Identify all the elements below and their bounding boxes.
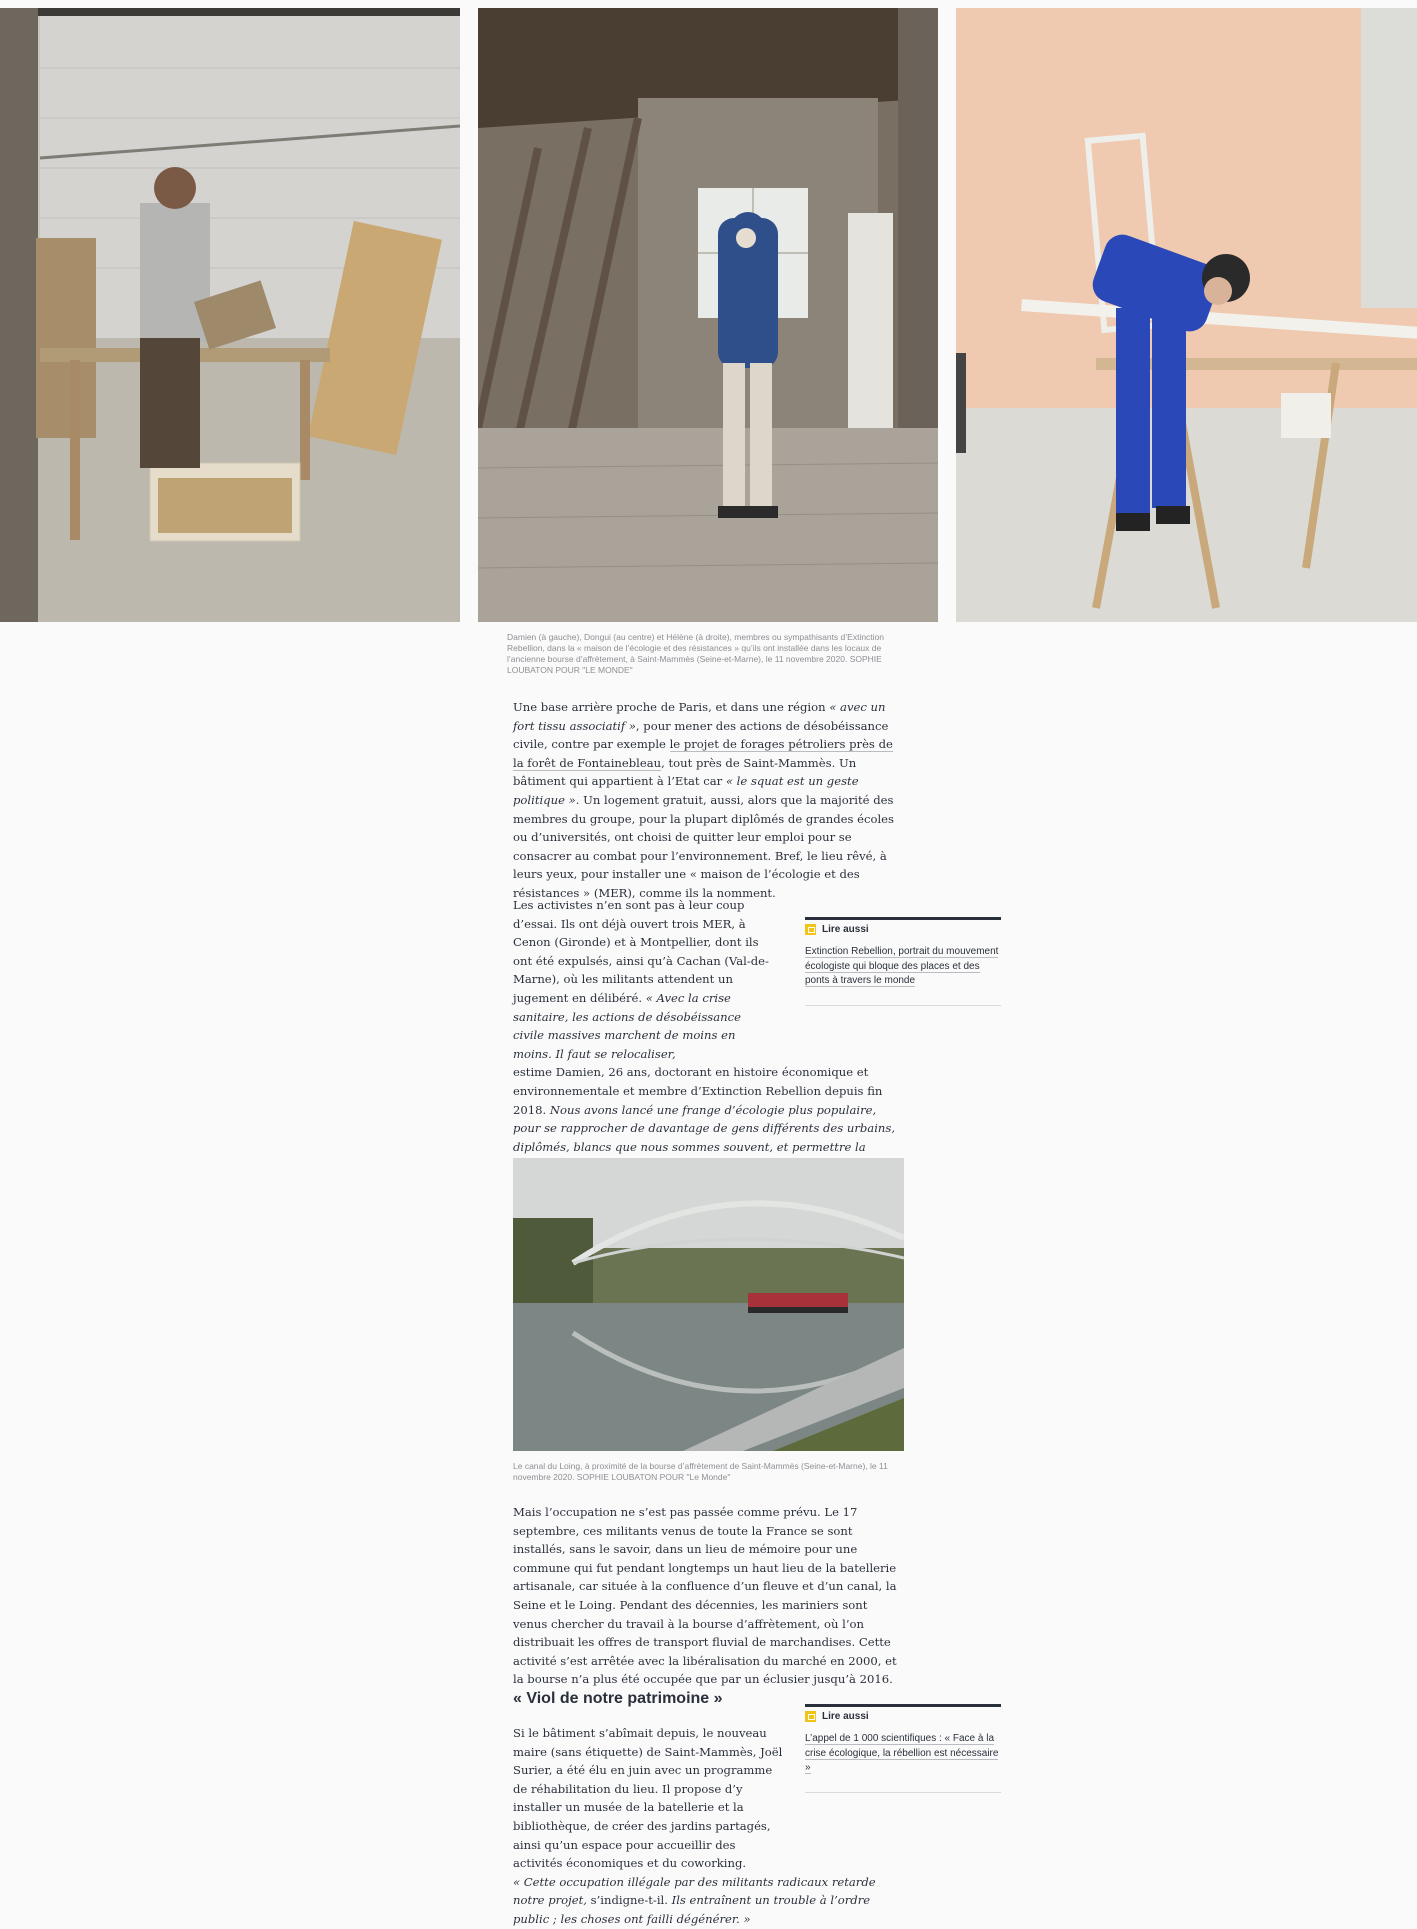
article-paragraph-1: Une base arrière proche de Paris, et dans une région « avec un fort tissu associatif », pour mener des actions de désobéissance civile, contre par exemple le projet de forages pétroliers près de la forêt de Fontainebleau, tout près de Saint-Mammès. Un bâtiment qui appartient à l’Etat car « le squat est un geste politique ». Un logement gratuit, aussi, alors que la majorité des membres du groupe, pour la plupart diplômés de grandes écoles ou d’universités, ont choisi de quitter leur emploi pour se consacrer au combat pour l’environnement. Bref, le lieu rêvé, à leurs yeux, pour installer une « maison de l’écologie et des résistances » (MER), comme ils la nomment. [513,700,894,900]
article-paragraph-3: Mais l’occupation ne s’est pas passée comme prévu. Le 17 septembre, ces militants venus de toute la France se sont installés, sans le savoir, dans un lieu de mémoire pour une commune qui fut pendant longtemps un haut lieu de la batellerie artisanale, car située à la confluence d’un fleuve et d’un canal, la Seine et le Loing. Pendant des décennies, les mariniers sont venus chercher du travail à la bourse d’affrètement, où l’on distribuait les offres de transport fluvial de marchandises. Cette activité s’est arrêtée avec la libéralisation du marché en 2000, et la bourse n’a plus été occupée que par un éclusier jusqu’à 2016. [513,1505,897,1687]
section-heading: « Viol de notre patrimoine » [513,1690,723,1707]
photo-caption-top: Damien (à gauche), Dongui (au centre) et Hélène (à droite), membres ou sympathisants d’Extinction Rebellion, dans la « maison de l’écologie et des résistances » qu’ils ont installée dans les locaux de l’ancienne bourse d’affrètement, à Saint-Mammès (Seine-et-Marne), le 11 novembre 2020. SOPHIE LOUBATON POUR "LE MONDE" [507,632,885,675]
link-forages-fontainebleau[interactable]: le projet de forages pétroliers près de la forêt de Fontainebleau [513,737,893,770]
photo-bridge [513,1158,904,1451]
read-also-link-1[interactable]: Extinction Rebellion, portrait du mouvement écologiste qui bloque des places et des ponts à travers le monde [805,946,999,986]
read-also-label: Lire aussi [822,924,869,935]
read-also-icon [805,1711,816,1722]
article-paragraph-2: Les activistes n’en sont pas à leur coup d’essai. Ils ont déjà ouvert trois MER, à Cenon (Gironde) et à Montpellier, dont ils ont été expulsés, ainsi qu’à Cachan (Val-de-Marne), où les militants attendent un jugement en délibéré. « Avec la crise sanitaire, les actions de désobéissance civile massives marchent de moins en moins. Il faut se relocaliser, estime Damien, 26 ans, doctorant en histoire économique et environnementale et membre d’Extinction Rebellion depuis fin 2018. Nous avons lancé une frange d’écologie plus populaire, pour se rapprocher de davantage de gens différents des urbains, diplômés, blancs que nous sommes souvent, et permettre la [513,898,896,1154]
workshop-photo-left [0,8,460,622]
canal-bridge-photo [513,1158,904,1451]
read-also-label: Lire aussi [822,1711,869,1722]
article-paragraph-4: Si le bâtiment s’abîmait depuis, le nouveau maire (sans étiquette) de Saint-Mammès, Joël Surier, a été élu en juin avec un programme de réhabilitation du lieu. Il propose d’y installer un musée de la batellerie et la bibliothèque, de créer des jardins partagés, ainsi qu’un espace pour accueillir des activités économiques et du coworking. « Cette occupation illégale par des militants radicaux retarde notre projet, s’indigne-t-il. Ils entraînent un trouble à l’ordre public ; les choses ont failli dégénérer. » [513,1726,876,1926]
photo-caption-bridge: Le canal du Loing, à proximité de la bourse d’affrètement de Saint-Mammès (Seine-et-Marne), le 11 novembre 2020. SOPHIE LOUBATON POUR "Le Monde" [513,1461,888,1482]
attic-photo-center [478,8,938,622]
read-also-link-2[interactable]: L’appel de 1 000 scientifiques : « Face à la crise écologique, la rébellion est nécessaire » [805,1733,999,1773]
p2-wrap-block: Les activistes n’en sont pas à leur coup d’essai. Ils ont déjà ouvert trois MER, à Cenon (Gironde) et à Montpellier, dont ils ont été expulsés, ainsi qu’à Cachan (Val-de-Marne), où les militants attendent un jugement en délibéré. « Avec la crise sanitaire, les actions de désobéissance civile massives marchent de moins en moins. Il faut se relocaliser, [513,898,769,1061]
read-also-header [805,1711,1001,1722]
photo-helene [956,8,1417,622]
p4-wrap-block: Si le bâtiment s’abîmait depuis, le nouveau maire (sans étiquette) de Saint-Mammès, Joël Surier, a été élu en juin avec un programme de réhabilitation du lieu. Il propose d’y installer un musée de la batellerie et la bibliothèque, de créer des jardins partagés, ainsi qu’un espace pour accueillir des activités économiques et du coworking. [513,1726,783,1871]
photo-damien [0,8,460,622]
photo-dongui [478,8,938,622]
studio-photo-right [956,8,1417,622]
